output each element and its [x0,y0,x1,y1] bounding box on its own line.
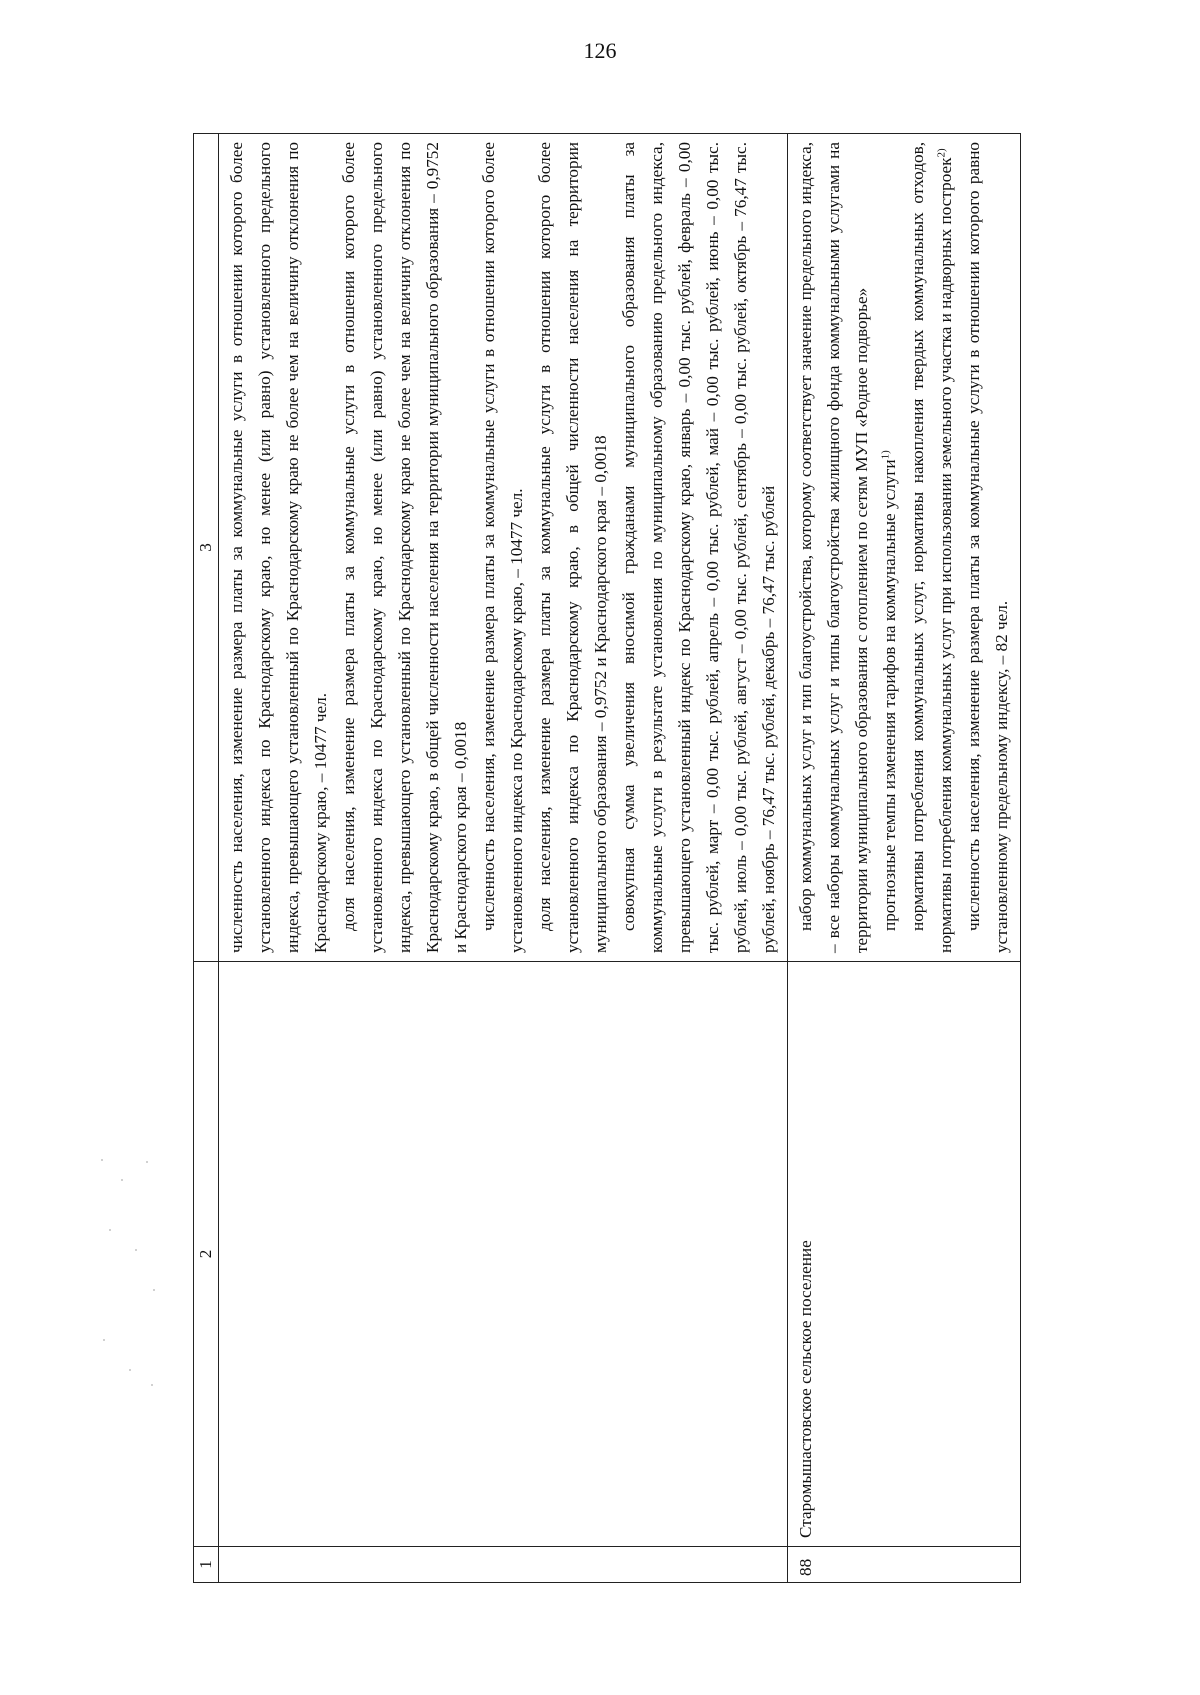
details-paragraph: численность населения, изменение размера платы за коммунальные услуги в отношении которого равно установленному предельному индексу, – 82 чел. [964,142,1011,953]
row-number-cell [219,1547,788,1583]
row-number-cell: 88 [788,1547,1021,1583]
footnote-marker: 1) [879,450,892,460]
details-text: прогнозные темпы изменения тарифов на коммунальные услуги [880,459,899,931]
column-header-1: 1 [194,1547,219,1583]
table-header-row [194,134,219,1583]
column-header-3: 3 [194,134,219,962]
details-paragraph [904,142,960,953]
rotated-table-container [193,133,1063,1583]
page-number: 126 [583,38,617,63]
table-row-88 [788,134,1021,1583]
details-paragraph: совокупная сумма увеличения вносимой гражданами муниципального образования платы за коммунальные услуги в результате установления по муниципальному образованию предельного индекса, превышающего установленный индекс по Краснодарскому краю, январь – 0,00 тыс. рублей, февраль – 0,00 тыс. рублей, март – 0,00 тыс. рублей, апрель – 0,00 тыс. рублей, май – 0,00 тыс. рублей, июнь – 0,00 тыс. рублей, июль – 0,00 тыс. рублей, август – 0,00 тыс. рублей, сентябрь – 0,00 тыс. рублей, октябрь – 76,47 тыс. рублей, ноябрь – 76,47 тыс. рублей, декабрь – 76,47 тыс. рублей [619,142,778,953]
table-row-continuation [219,134,788,1583]
indices-table [193,133,1021,1583]
footnote-marker: 2) [935,148,948,158]
details-paragraph: доля населения, изменение размера платы за коммунальные услуги в отношении которого более установленного индекса по Краснодарскому краю, в общей численности населения на территории муниципального образования – 0,9752 и Краснодарского края – 0,0018 [535,142,610,953]
details-paragraph: набор коммунальных услуг и тип благоустройства, которому соответствует значение предельного индекса, – все наборы коммунальных услуг и типы благоустройства жилищного фонда коммунальными услугами на территории муниципального образования с отоплением по сетям МУП «Родное подворье» [796,142,871,953]
municipality-cell [219,962,788,1547]
details-paragraph: численность населения, изменение размера платы за коммунальные услуги в отношении которого более установленного индекса по Краснодарскому краю, но менее (или равно) установленного предельного индекса, превышающего установленный по Краснодарскому краю не более чем на величину отклонения по Краснодарскому краю, – 10477 чел. [227,142,330,953]
details-paragraph [876,142,904,953]
details-paragraph: доля населения, изменение размера платы за коммунальные услуги в отношении которого более установленного индекса по Краснодарскому краю, но менее (или равно) установленного предельного индекса, превышающего установленный по Краснодарскому краю не более чем на величину отклонения по Краснодарскому краю, в общей численности населения на территории муниципального образования – 0,9752 и Краснодарского края – 0,0018 [339,142,470,953]
column-header-2: 2 [194,962,219,1547]
details-cell [788,134,1021,962]
details-paragraph: численность населения, изменение размера платы за коммунальные услуги в отношении которого более установленного индекса по Краснодарскому краю, – 10477 чел. [479,142,526,953]
municipality-cell: Старомышастовское сельское поселение [788,962,1021,1547]
scan-noise-decoration [92,1140,172,1400]
details-cell [219,134,788,962]
details-text: нормативы потребления коммунальных услуг, нормативы накопления твердых коммунальных отходов, нормативы потребления коммунальных услуг при использовании земельного участка и надворных построек [908,142,955,953]
